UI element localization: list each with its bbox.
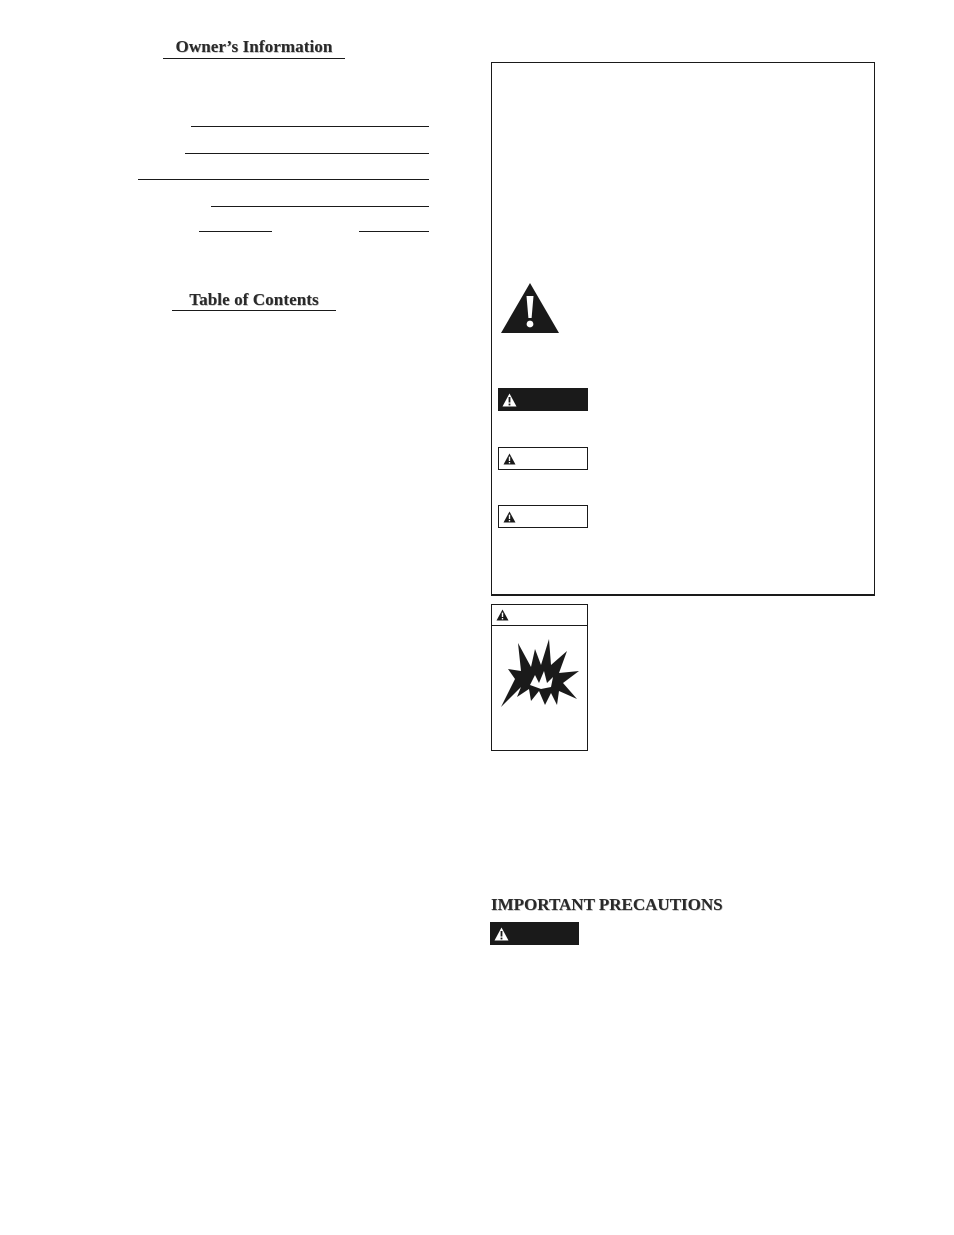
signal-word-filled: [498, 388, 588, 411]
important-precautions-title: IMPORTANT PRECAUTIONS: [491, 895, 723, 914]
warning-triangle-icon: [502, 393, 517, 407]
precautions-signal-word: [490, 922, 579, 945]
warning-triangle-icon: [496, 609, 509, 621]
warning-triangle-icon: [503, 511, 516, 523]
owners-information-title-rule: [163, 58, 345, 59]
owner-form-line-4[interactable]: [211, 206, 429, 207]
warning-triangle-icon: [494, 927, 509, 941]
owners-information-title: Owner’s Information: [175, 37, 333, 56]
explosion-hazard-icon: [497, 635, 583, 713]
owner-form-line-1[interactable]: [191, 126, 429, 127]
owner-form-line-5b[interactable]: [359, 231, 429, 232]
owner-form-line-3[interactable]: [138, 179, 429, 180]
table-of-contents-title-rule: [172, 310, 336, 311]
explosion-warning-label: [491, 604, 588, 751]
table-of-contents-title: Table of Contents: [189, 290, 319, 309]
owner-form-line-5a[interactable]: [199, 231, 272, 232]
safety-alert-triangle-icon: [499, 281, 561, 335]
safety-notice-box: [491, 62, 875, 596]
signal-word-outline-1: [498, 447, 588, 470]
explosion-warning-header: [492, 605, 587, 626]
warning-triangle-icon: [503, 453, 516, 465]
owner-form-line-2[interactable]: [185, 153, 429, 154]
signal-word-outline-2: [498, 505, 588, 528]
